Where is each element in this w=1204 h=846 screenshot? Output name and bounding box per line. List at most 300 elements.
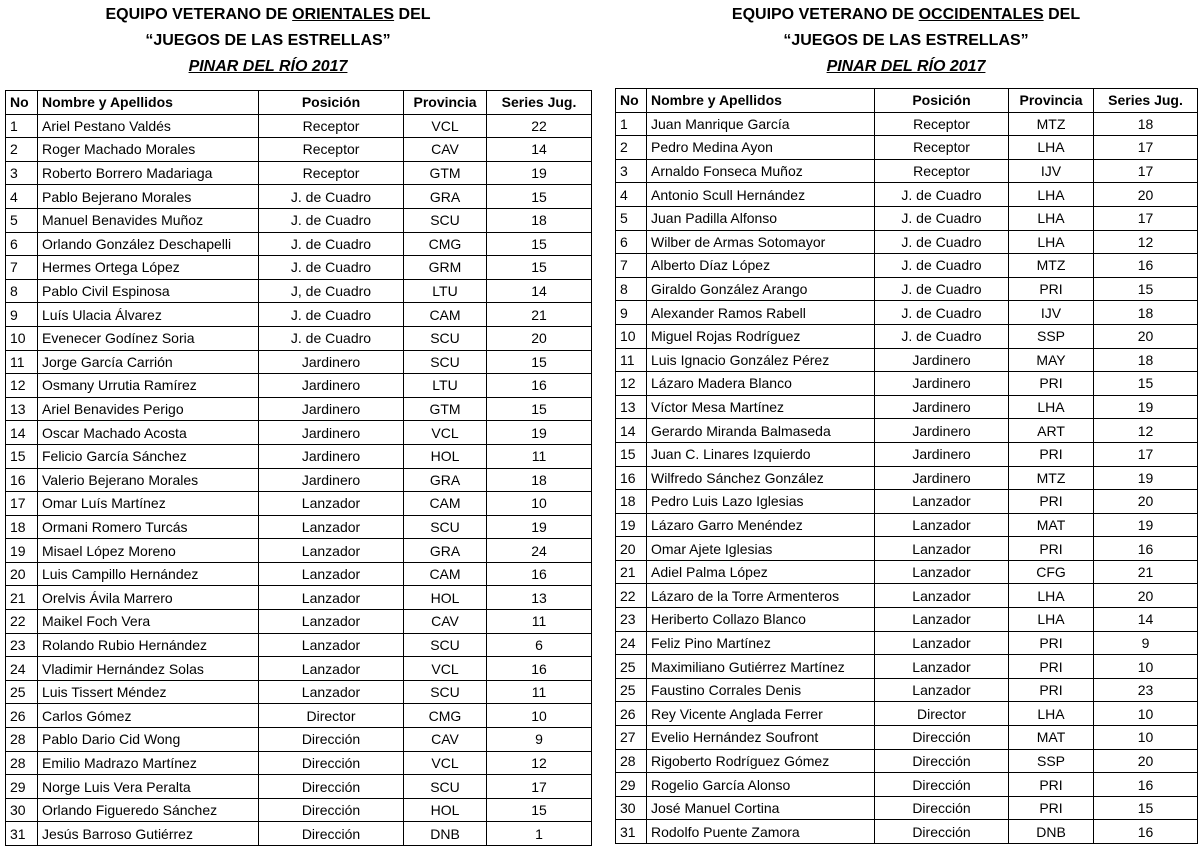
cell-province: LHA [1009,608,1094,632]
cell-series: 20 [1094,183,1198,207]
cell-series: 18 [1094,112,1198,136]
cell-name: Vladimir Hernández Solas [38,657,259,681]
cell-name: Faustino Corrales Denis [647,678,875,702]
table-row [6,185,592,209]
cell-series: 10 [1094,702,1198,726]
table-row [616,749,1198,773]
table-row [6,775,592,799]
cell-name: Orlando González Deschapelli [38,232,259,256]
cell-province: LHA [1009,584,1094,608]
cell-name: Luis Tissert Méndez [38,680,259,704]
cell-position: Lanzador [875,631,1009,655]
table-row [6,822,592,846]
cell-series: 15 [1094,796,1198,820]
cell-series: 17 [487,775,592,799]
cell-name: Misael López Moreno [38,539,259,563]
title-suffix: DEL [1043,6,1081,23]
cell-name: Arnaldo Fonseca Muñoz [647,159,875,183]
cell-series: 18 [487,468,592,492]
cell-position: Dirección [875,726,1009,750]
cell-province: MTZ [1009,112,1094,136]
cell-no: 3 [6,161,38,185]
table-row [616,796,1198,820]
cell-series: 21 [487,303,592,327]
cell-name: Manuel Benavides Muñoz [38,208,259,232]
cell-province: PRI [1009,442,1094,466]
cell-series: 18 [1094,301,1198,325]
header-province: Provincia [1009,89,1094,113]
cell-series: 15 [487,185,592,209]
cell-no: 31 [616,820,647,844]
cell-no: 29 [616,773,647,797]
cell-position: Lanzador [259,515,404,539]
cell-position: Dirección [875,796,1009,820]
cell-position: Jardinero [259,397,404,421]
cell-province: GTM [404,397,487,421]
cell-no: 21 [616,560,647,584]
cell-no: 10 [6,326,38,350]
cell-position: Dirección [259,775,404,799]
cell-position: Lanzador [875,655,1009,679]
cell-name: Luis Campillo Hernández [38,562,259,586]
cell-series: 17 [1094,159,1198,183]
cell-position: Dirección [259,728,404,752]
table-row [616,419,1198,443]
cell-name: Ariel Benavides Perigo [38,397,259,421]
cell-province: MTZ [1009,466,1094,490]
cell-province: HOL [404,798,487,822]
cell-position: Lanzador [259,586,404,610]
cell-name: Gerardo Miranda Balmaseda [647,419,875,443]
table-row [6,798,592,822]
cell-name: Pedro Medina Ayon [647,136,875,160]
table-row [6,562,592,586]
cell-series: 16 [487,657,592,681]
table-row [616,348,1198,372]
cell-no: 7 [6,256,38,280]
cell-position: Dirección [875,773,1009,797]
cell-no: 26 [616,702,647,726]
cell-position: Jardinero [259,350,404,374]
cell-position: J. de Cuadro [875,183,1009,207]
cell-position: Jardinero [259,421,404,445]
cell-name: Hermes Ortega López [38,256,259,280]
cell-name: Felicio García Sánchez [38,444,259,468]
cell-no: 28 [6,751,38,775]
cell-series: 19 [1094,466,1198,490]
cell-position: Receptor [259,138,404,162]
cell-series: 13 [487,586,592,610]
cell-province: SCU [404,326,487,350]
cell-series: 9 [487,728,592,752]
table-row [616,183,1198,207]
table-row [6,232,592,256]
cell-position: Receptor [875,112,1009,136]
cell-series: 19 [487,421,592,445]
cell-series: 11 [487,610,592,634]
cell-name: Jesús Barroso Gutiérrez [38,822,259,846]
cell-no: 5 [616,206,647,230]
cell-position: Lanzador [875,678,1009,702]
cell-no: 16 [6,468,38,492]
cell-position: J. de Cuadro [875,230,1009,254]
table-header-row [6,91,592,115]
orientales-venue: PINAR DEL RÍO 2017 [188,58,348,75]
cell-series: 1 [487,822,592,846]
cell-no: 2 [6,138,38,162]
cell-series: 20 [1094,584,1198,608]
cell-no: 9 [616,301,647,325]
cell-name: Ormani Romero Turcás [38,515,259,539]
cell-no: 13 [6,397,38,421]
cell-series: 20 [1094,324,1198,348]
table-row [6,444,592,468]
cell-no: 26 [6,704,38,728]
cell-name: Antonio Scull Hernández [647,183,875,207]
table-row [616,372,1198,396]
cell-no: 8 [6,279,38,303]
cell-no: 4 [616,183,647,207]
cell-province: CAM [404,303,487,327]
cell-series: 14 [487,279,592,303]
cell-name: Oscar Machado Acosta [38,421,259,445]
cell-series: 15 [1094,277,1198,301]
orientales-table-body [6,114,592,845]
table-row [6,492,592,516]
cell-province: LHA [1009,702,1094,726]
cell-series: 15 [1094,372,1198,396]
cell-province: CAV [404,610,487,634]
cell-no: 2 [616,136,647,160]
cell-name: Osmany Urrutia Ramírez [38,374,259,398]
table-row [6,208,592,232]
cell-position: Director [875,702,1009,726]
cell-province: GRM [404,256,487,280]
cell-province: LHA [1009,230,1094,254]
cell-no: 22 [616,584,647,608]
cell-province: PRI [1009,490,1094,514]
cell-province: ART [1009,419,1094,443]
cell-province: LHA [1009,395,1094,419]
cell-province: MAT [1009,726,1094,750]
header-no: No [6,91,38,115]
team-name: ORIENTALES [292,6,395,23]
cell-position: Lanzador [259,492,404,516]
cell-name: Maikel Foch Vera [38,610,259,634]
cell-series: 11 [487,680,592,704]
cell-position: Jardinero [259,374,404,398]
cell-series: 22 [487,114,592,138]
table-row [6,610,592,634]
occidentales-table-body [616,112,1198,843]
table-row [616,466,1198,490]
cell-series: 12 [487,751,592,775]
cell-position: Dirección [875,749,1009,773]
table-row [6,751,592,775]
cell-no: 23 [616,608,647,632]
cell-name: José Manuel Cortina [647,796,875,820]
cell-series: 17 [1094,136,1198,160]
cell-province: SSP [1009,324,1094,348]
cell-province: VCL [404,657,487,681]
cell-series: 12 [1094,230,1198,254]
cell-name: Evelio Hernández Soufront [647,726,875,750]
cell-series: 23 [1094,678,1198,702]
table-row [616,678,1198,702]
cell-no: 8 [616,277,647,301]
cell-no: 29 [6,775,38,799]
cell-no: 17 [6,492,38,516]
cell-position: J, de Cuadro [259,279,404,303]
cell-name: Lázaro Garro Menéndez [647,513,875,537]
cell-position: Lanzador [259,633,404,657]
cell-position: Receptor [875,159,1009,183]
cell-province: GRA [404,468,487,492]
cell-position: Receptor [259,161,404,185]
table-row [6,728,592,752]
cell-name: Pedro Luis Lazo Iglesias [647,490,875,514]
table-row [6,114,592,138]
cell-name: Wilfredo Sánchez González [647,466,875,490]
table-row [616,230,1198,254]
cell-province: PRI [1009,655,1094,679]
cell-province: CMG [404,704,487,728]
cell-province: LHA [1009,183,1094,207]
table-row [6,633,592,657]
cell-province: SCU [404,775,487,799]
cell-position: J. de Cuadro [875,206,1009,230]
cell-position: Lanzador [259,610,404,634]
cell-name: Omar Luís Martínez [38,492,259,516]
cell-series: 10 [1094,726,1198,750]
cell-province: SCU [404,350,487,374]
cell-province: PRI [1009,773,1094,797]
cell-no: 20 [616,537,647,561]
cell-name: Rigoberto Rodríguez Gómez [647,749,875,773]
cell-province: SCU [404,680,487,704]
cell-name: Adiel Palma López [647,560,875,584]
orientales-title [5,2,591,28]
table-row [616,301,1198,325]
cell-province: PRI [1009,796,1094,820]
table-row [616,655,1198,679]
cell-name: Víctor Mesa Martínez [647,395,875,419]
cell-name: Norge Luis Vera Peralta [38,775,259,799]
cell-no: 24 [616,631,647,655]
cell-name: Giraldo González Arango [647,277,875,301]
cell-no: 19 [616,513,647,537]
occidentales-block [615,0,1197,844]
cell-position: Lanzador [259,562,404,586]
cell-position: J. de Cuadro [875,254,1009,278]
orientales-block [5,0,591,846]
cell-name: Pablo Dario Cid Wong [38,728,259,752]
cell-no: 7 [616,254,647,278]
cell-name: Rolando Rubio Hernández [38,633,259,657]
cell-position: Jardinero [259,444,404,468]
title-prefix: EQUIPO VETERANO DE [105,6,293,23]
cell-no: 19 [6,539,38,563]
table-row [616,560,1198,584]
cell-no: 15 [616,442,647,466]
cell-position: Dirección [875,820,1009,844]
cell-position: Jardinero [875,442,1009,466]
cell-no: 16 [616,466,647,490]
cell-province: PRI [1009,631,1094,655]
cell-series: 16 [487,562,592,586]
occidentales-subtitle: “JUEGOS DE LAS ESTRELLAS” [783,32,1029,49]
cell-no: 30 [6,798,38,822]
cell-name: Pablo Civil Espinosa [38,279,259,303]
cell-position: Dirección [259,798,404,822]
cell-series: 16 [1094,254,1198,278]
table-row [6,586,592,610]
cell-series: 6 [487,633,592,657]
cell-no: 12 [616,372,647,396]
cell-position: J. de Cuadro [259,303,404,327]
table-row [6,680,592,704]
cell-position: Lanzador [259,539,404,563]
cell-position: Jardinero [875,466,1009,490]
cell-series: 11 [487,444,592,468]
cell-name: Rodolfo Puente Zamora [647,820,875,844]
cell-province: SSP [1009,749,1094,773]
table-header-row [616,89,1198,113]
table-row [6,515,592,539]
table-row [616,112,1198,136]
table-row [6,397,592,421]
cell-province: DNB [1009,820,1094,844]
cell-series: 18 [1094,348,1198,372]
cell-province: VCL [404,114,487,138]
cell-name: Pablo Bejerano Morales [38,185,259,209]
header-no: No [616,89,647,113]
table-row [616,324,1198,348]
cell-series: 21 [1094,560,1198,584]
cell-series: 17 [1094,206,1198,230]
table-row [6,657,592,681]
cell-province: HOL [404,586,487,610]
cell-no: 23 [6,633,38,657]
cell-province: LHA [1009,206,1094,230]
cell-series: 20 [1094,749,1198,773]
table-row [6,138,592,162]
cell-position: Lanzador [875,560,1009,584]
cell-no: 3 [616,159,647,183]
cell-name: Valerio Bejerano Morales [38,468,259,492]
cell-name: Emilio Madrazo Martínez [38,751,259,775]
table-row [6,374,592,398]
table-row [616,726,1198,750]
cell-name: Alberto Díaz López [647,254,875,278]
cell-no: 6 [6,232,38,256]
cell-series: 15 [487,350,592,374]
table-row [616,254,1198,278]
cell-province: MTZ [1009,254,1094,278]
cell-no: 30 [616,796,647,820]
cell-name: Miguel Rojas Rodríguez [647,324,875,348]
cell-name: Feliz Pino Martínez [647,631,875,655]
table-row [616,513,1198,537]
cell-province: VCL [404,421,487,445]
cell-series: 16 [1094,537,1198,561]
table-row [616,608,1198,632]
cell-series: 19 [487,161,592,185]
cell-series: 24 [487,539,592,563]
table-row [6,161,592,185]
cell-position: Receptor [259,114,404,138]
cell-series: 10 [487,704,592,728]
cell-position: Jardinero [875,395,1009,419]
cell-series: 10 [1094,655,1198,679]
title-prefix: EQUIPO VETERANO DE [731,6,919,23]
cell-no: 22 [6,610,38,634]
cell-province: PRI [1009,277,1094,301]
cell-name: Orlando Figueredo Sánchez [38,798,259,822]
cell-position: Lanzador [875,513,1009,537]
cell-no: 28 [6,728,38,752]
cell-series: 19 [487,515,592,539]
table-row [616,773,1198,797]
cell-position: J. de Cuadro [875,324,1009,348]
cell-series: 14 [487,138,592,162]
cell-no: 1 [616,112,647,136]
cell-province: HOL [404,444,487,468]
cell-series: 16 [487,374,592,398]
cell-no: 25 [616,678,647,702]
cell-name: Orelvis Ávila Marrero [38,586,259,610]
cell-no: 11 [616,348,647,372]
cell-no: 12 [6,374,38,398]
cell-position: J. de Cuadro [259,185,404,209]
table-row [616,206,1198,230]
cell-province: CAV [404,138,487,162]
cell-series: 17 [1094,442,1198,466]
title-suffix: DEL [394,6,431,23]
cell-province: DNB [404,822,487,846]
table-row [616,584,1198,608]
cell-name: Ariel Pestano Valdés [38,114,259,138]
cell-no: 15 [6,444,38,468]
cell-name: Roberto Borrero Madariaga [38,161,259,185]
cell-series: 15 [487,798,592,822]
table-row [616,537,1198,561]
table-row [616,631,1198,655]
header-name: Nombre y Apellidos [647,89,875,113]
cell-no: 13 [616,395,647,419]
cell-series: 9 [1094,631,1198,655]
cell-series: 16 [1094,820,1198,844]
cell-province: CAV [404,728,487,752]
cell-series: 20 [1094,490,1198,514]
cell-no: 18 [6,515,38,539]
cell-position: Director [259,704,404,728]
cell-position: Lanzador [875,537,1009,561]
cell-province: GRA [404,539,487,563]
header-province: Provincia [404,91,487,115]
cell-position: Lanzador [259,680,404,704]
header-series: Series Jug. [487,91,592,115]
table-row [6,279,592,303]
cell-province: PRI [1009,678,1094,702]
cell-province: MAY [1009,348,1094,372]
cell-series: 15 [487,256,592,280]
cell-position: Jardinero [259,468,404,492]
cell-no: 18 [616,490,647,514]
cell-position: Dirección [259,751,404,775]
cell-name: Maximiliano Gutiérrez Martínez [647,655,875,679]
cell-position: Dirección [259,822,404,846]
